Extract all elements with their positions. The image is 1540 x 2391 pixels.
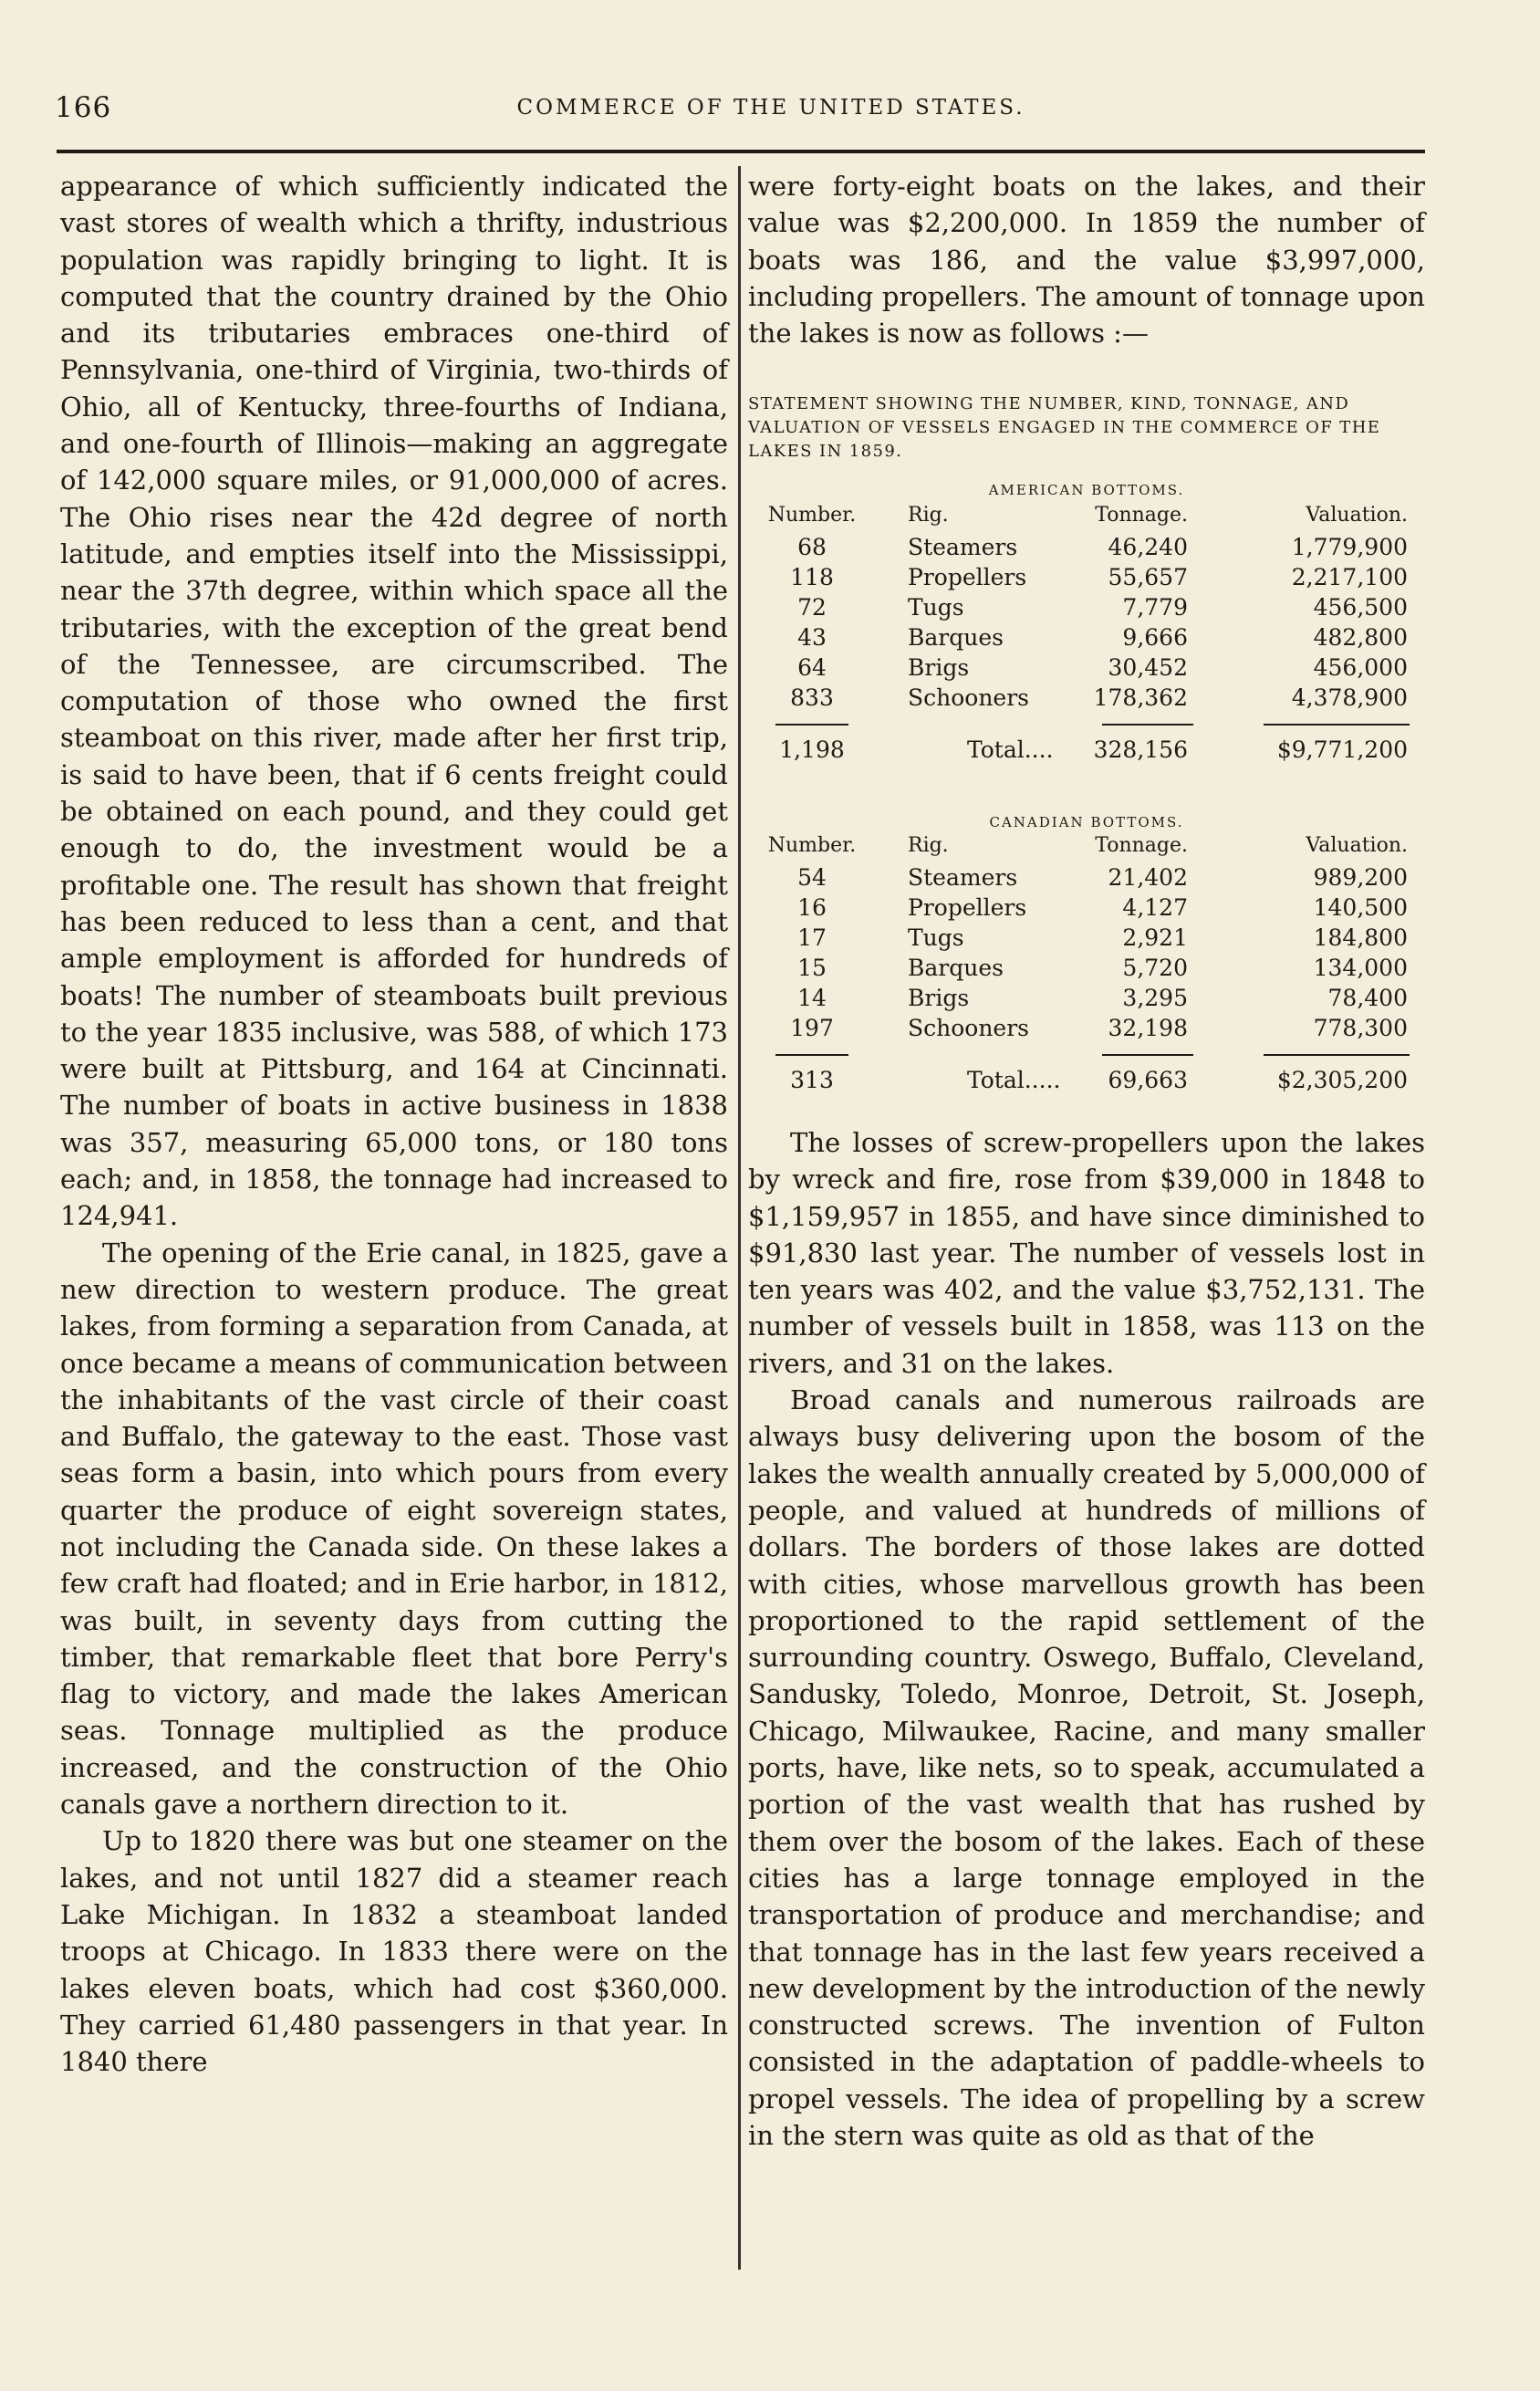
header-number: Number.: [767, 504, 857, 527]
cell-rig: Barques: [908, 624, 1004, 651]
header-number: Number.: [767, 834, 857, 857]
cell-rig: Propellers: [908, 564, 1027, 590]
american-bottoms-table: [748, 482, 1425, 767]
table-row: [748, 654, 1425, 684]
total-tonnage: 69,663: [1108, 1067, 1188, 1093]
table-row: [748, 594, 1425, 624]
total-label: Total.....: [967, 1067, 1061, 1093]
table-row: [748, 955, 1425, 985]
cell-tonnage: 3,295: [1122, 985, 1188, 1011]
header-valuation: Valuation.: [1306, 504, 1408, 527]
cell-valuation: 134,000: [1313, 955, 1408, 981]
paragraph: were forty-eight boats on the lakes, and their value was $2,200,000. In 1859 the number of boats was 186, and the value $3,997,000, including propellers. The amount of tonnage upon the lakes is now as follows :—: [748, 171, 1425, 350]
cell-rig: Tugs: [908, 924, 964, 951]
table-total-row: [748, 1067, 1425, 1097]
table-row: [748, 894, 1425, 924]
paragraph: appearance of which sufficiently indicated the vast stores of wealth which a thrifty, industrious population was rapidly bringing to light. It is computed that the country drained by the Ohio and its tributaries embraces one-third of Pennsylvania, one-third of Virginia, two-thirds of Ohio, all of Kentucky, three-fourths of Indiana, and one-fourth of Illinois—making an aggregate of 142,000 square miles, or 91,000,000 of acres. The Ohio rises near the 42d degree of north latitude, and empties itself into the Mississippi, near the 37th degree, within which space all the tributaries, with the exception of the great bend of the Tennessee, are circumscribed. The computation of those who owned the first steamboat on this river, made after her first trip, is said to have been, that if 6 cents freight could be obtained on each pound, and they could get enough to do, the investment would be a profitable one. The result has shown that freight has been reduced to less than a cent, and that ample employment is afforded for hundreds of boats! The number of steamboats built previous to the year 1835 inclusive, was 588, of which 173 were built at Pittsburg, and 164 at Cincinnati. The number of boats in active business in 1838 was 357, measuring 65,000 tons, or 180 tons each; and, in 1858, the tonnage had increased to 124,941.: [60, 171, 728, 1232]
cell-rig: Barques: [908, 955, 1004, 981]
running-title: COMMERCE OF THE UNITED STATES.: [516, 96, 1025, 120]
sum-rule: [1264, 1054, 1410, 1056]
sum-rules: [748, 1045, 1425, 1067]
table-header-row: [748, 834, 1425, 864]
cell-tonnage: 30,452: [1108, 654, 1188, 681]
table-row: [748, 864, 1425, 894]
cell-tonnage: 55,657: [1108, 564, 1188, 590]
cell-tonnage: 178,362: [1093, 684, 1188, 711]
right-column-body: [748, 1124, 1425, 2154]
cell-number: 197: [790, 1015, 834, 1041]
cell-number: 15: [797, 955, 827, 981]
cell-valuation: 456,000: [1313, 654, 1408, 681]
total-number: 1,198: [779, 736, 845, 763]
table-row: [748, 1015, 1425, 1045]
cell-tonnage: 9,666: [1122, 624, 1188, 651]
cell-valuation: 778,300: [1313, 1015, 1408, 1041]
cell-rig: Brigs: [908, 654, 970, 681]
sum-rule: [1102, 1054, 1193, 1056]
paragraph: The opening of the Erie canal, in 1825, gave a new direction to western produce. The great lakes, from forming a separation from Canada, at once became a means of communication between the inhabitants of the vast circle of their coast and Buffalo, the gateway to the east. Those vast seas form a basin, into which pours from every quarter the produce of eight sovereign states, not including the Canada side. On these lakes a few craft had floated; and in Erie harbor, in 1812, was built, in seventy days from cutting the timber, that remarkable fleet that bore Perry's flag to victory, and made the lakes American seas. Tonnage multiplied as the produce increased, and the construction of the Ohio canals gave a northern direction to it.: [60, 1237, 728, 1821]
table-row: [748, 985, 1425, 1015]
cell-number: 54: [797, 864, 827, 891]
cell-rig: Brigs: [908, 985, 970, 1011]
cell-valuation: 456,500: [1313, 594, 1408, 621]
paragraph: Up to 1820 there was but one steamer on the lakes, and not until 1827 did a steamer reach Lake Michigan. In 1832 a steamboat landed troops at Chicago. In 1833 there were on the lakes eleven boats, which had cost $360,000. They carried 61,480 passengers in that year. In 1840 there: [60, 1825, 728, 2078]
cell-number: 14: [797, 985, 827, 1011]
column-divider: [738, 166, 741, 2270]
cell-rig: Steamers: [908, 534, 1018, 560]
cell-tonnage: 5,720: [1122, 955, 1188, 981]
page-header: [55, 91, 1487, 128]
cell-number: 43: [797, 624, 827, 651]
header-rig: Rig.: [908, 834, 949, 857]
table-caption: CANADIAN BOTTOMS.: [989, 814, 1184, 830]
total-valuation: $9,771,200: [1276, 736, 1408, 763]
sum-rule: [775, 724, 848, 726]
cell-tonnage: 4,127: [1122, 894, 1188, 921]
cell-valuation: 2,217,100: [1291, 564, 1408, 590]
table-row: [748, 684, 1425, 715]
cell-number: 833: [790, 684, 834, 711]
cell-number: 68: [797, 534, 827, 560]
table-row: [748, 624, 1425, 654]
statement-heading: [748, 392, 1425, 464]
table-row: [748, 924, 1425, 955]
cell-tonnage: 21,402: [1108, 864, 1188, 891]
cell-valuation: 78,400: [1327, 985, 1408, 1011]
cell-number: 16: [797, 894, 827, 921]
header-tonnage: Tonnage.: [1095, 504, 1188, 527]
cell-rig: Propellers: [908, 894, 1027, 921]
sum-rule: [1102, 724, 1193, 726]
cell-rig: Tugs: [908, 594, 964, 621]
sum-rule: [1264, 724, 1410, 726]
header-rig: Rig.: [908, 504, 949, 527]
right-column-intro: [748, 168, 1425, 351]
table-row: [748, 564, 1425, 594]
cell-valuation: 4,378,900: [1291, 684, 1408, 711]
cell-tonnage: 46,240: [1108, 534, 1188, 560]
cell-rig: Steamers: [908, 864, 1018, 891]
paragraph: The losses of screw-propellers upon the lakes by wreck and fire, rose from $39,000 in 1848 to $1,159,957 in 1855, and have since diminished to $91,830 last year. The number of vessels lost in ten years was 402, and the value $3,752,131. The number of vessels built in 1858, was 113 on the rivers, and 31 on the lakes.: [748, 1127, 1425, 1379]
page-number: 166: [55, 91, 112, 124]
canadian-bottoms-table: [748, 814, 1425, 1097]
cell-number: 17: [797, 924, 827, 951]
table-row: [748, 534, 1425, 564]
cell-tonnage: 2,921: [1122, 924, 1188, 951]
paragraph: Broad canals and numerous railroads are always busy delivering upon the bosom of the lakes the wealth annually created by 5,000,000 of people, and valued at hundreds of millions of dollars. The borders of those lakes are dotted with cities, whose marvellous growth has been proportioned to the rapid settlement of the surrounding country. Oswego, Buffalo, Cleveland, Sandusky, Toledo, Monroe, Detroit, St. Joseph, Chicago, Milwaukee, Racine, and many smaller ports, have, like nets, so to speak, accumulated a portion of the vast wealth that has rushed by them over the bosom of the lakes. Each of these cities has a large tonnage employed in the transportation of produce and merchandise; and that tonnage has in the last few years received a new development by the introduction of the newly constructed screws. The invention of Fulton consisted in the adaptation of paddle-wheels to propel vessels. The idea of propelling by a screw in the stern was quite as old as that of the: [748, 1384, 1425, 2152]
left-column: [60, 168, 728, 2080]
cell-valuation: 482,800: [1313, 624, 1408, 651]
cell-valuation: 184,800: [1313, 924, 1408, 951]
statement-heading-text: STATEMENT SHOWING THE NUMBER, KIND, TONNAGE, AND VALUATION OF VESSELS ENGAGED IN THE COMMERCE OF THE LAKES IN 1859.: [748, 394, 1381, 461]
cell-rig: Schooners: [908, 1015, 1030, 1041]
total-tonnage: 328,156: [1093, 736, 1188, 763]
cell-number: 72: [797, 594, 827, 621]
total-label: Total....: [967, 736, 1054, 763]
header-rule: [57, 150, 1425, 153]
cell-number: 64: [797, 654, 827, 681]
header-tonnage: Tonnage.: [1095, 834, 1188, 857]
cell-valuation: 1,779,900: [1291, 534, 1408, 560]
cell-valuation: 140,500: [1313, 894, 1408, 921]
table-total-row: [748, 736, 1425, 767]
sum-rule: [775, 1054, 848, 1056]
cell-tonnage: 7,779: [1122, 594, 1188, 621]
sum-rules: [748, 715, 1425, 736]
cell-rig: Schooners: [908, 684, 1030, 711]
header-valuation: Valuation.: [1306, 834, 1408, 857]
table-caption: AMERICAN BOTTOMS.: [988, 482, 1185, 498]
cell-number: 118: [790, 564, 834, 590]
cell-tonnage: 32,198: [1108, 1015, 1188, 1041]
total-valuation: $2,305,200: [1276, 1067, 1408, 1093]
total-number: 313: [790, 1067, 834, 1093]
table-header-row: [748, 504, 1425, 534]
cell-valuation: 989,200: [1313, 864, 1408, 891]
